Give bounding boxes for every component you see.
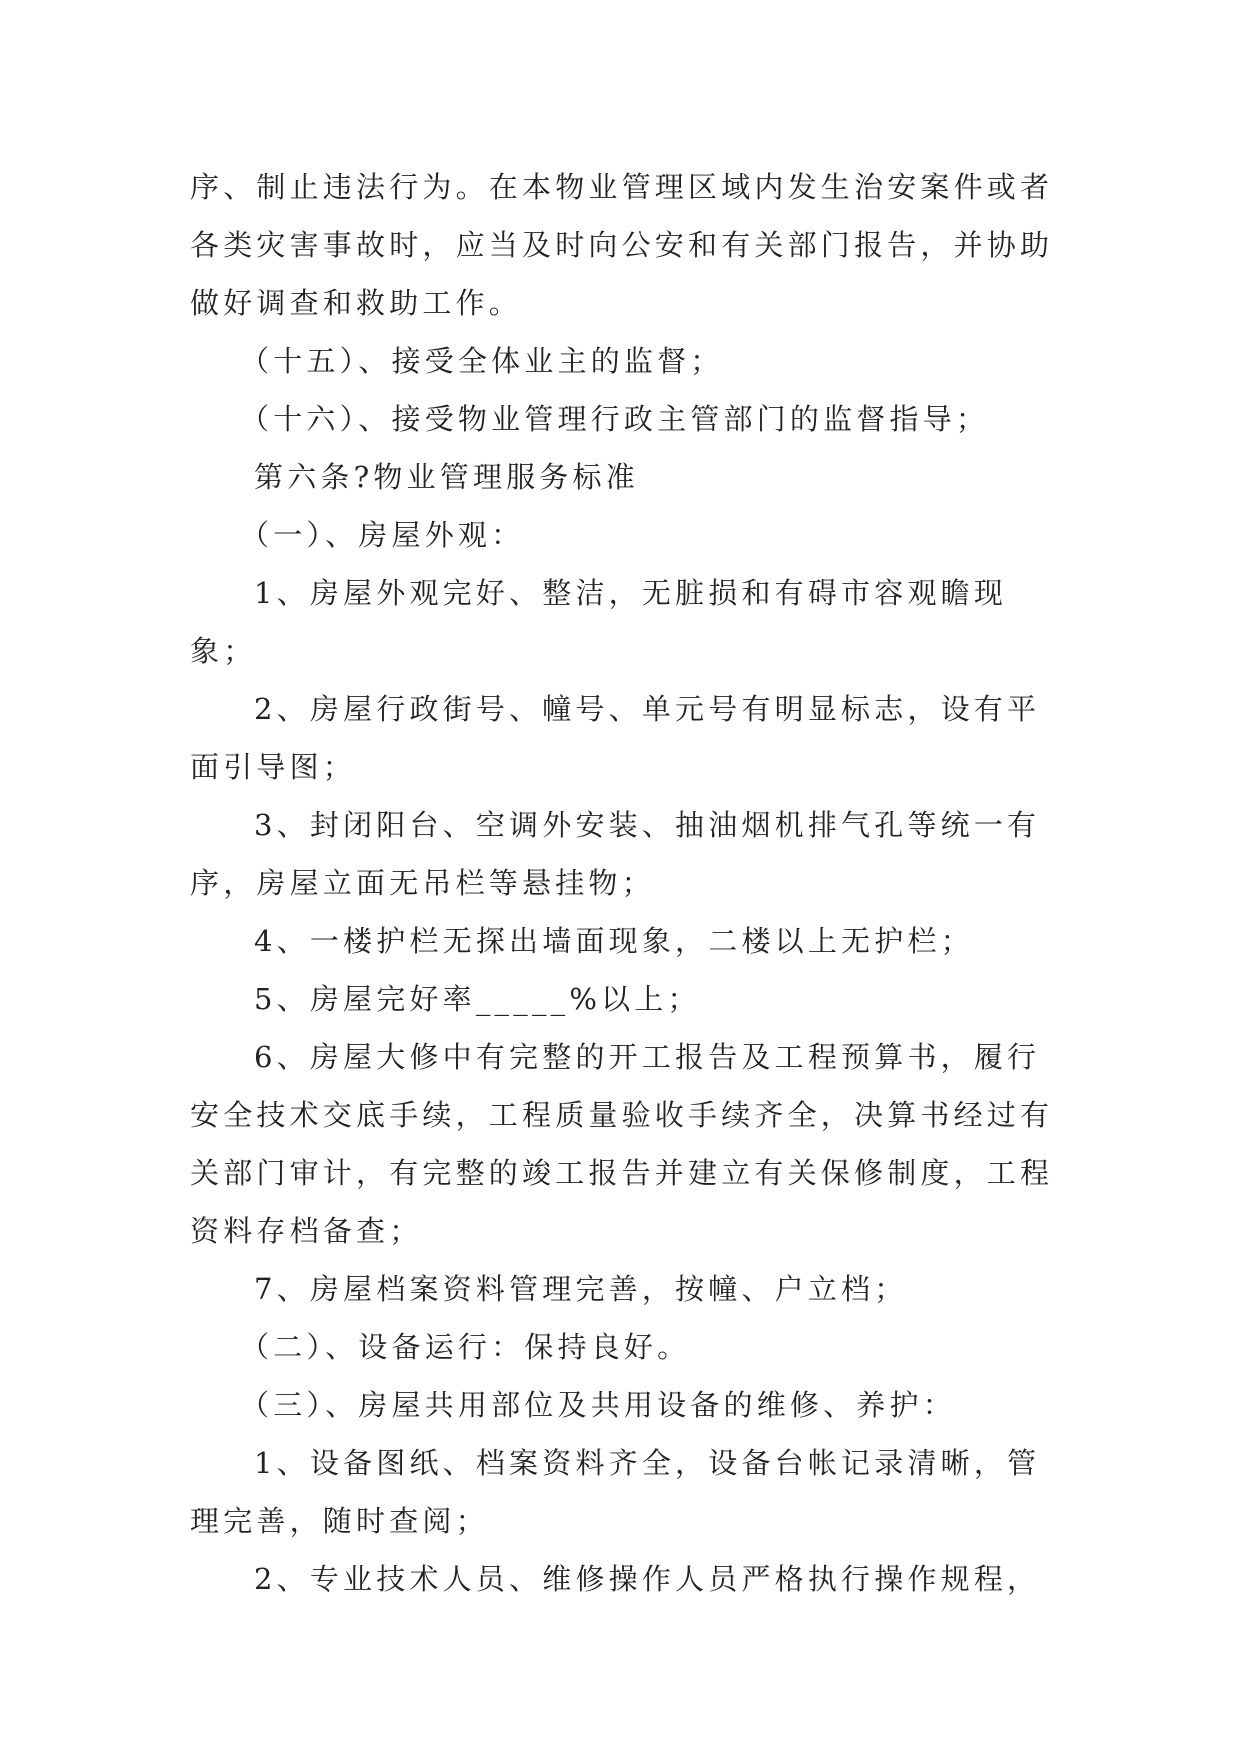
list-item: 2、房屋行政街号、幢号、单元号有明显标志，设有平面引导图；	[190, 692, 1041, 784]
list-item: 2、专业技术人员、维修操作人员严格执行操作规程，	[254, 1562, 1041, 1596]
list-item: 7、房屋档案资料管理完善，按幢、户立档；	[254, 1272, 908, 1306]
section-1-heading: （一）、房屋外观：	[240, 518, 525, 552]
list-item: 1、房屋外观完好、整洁，无脏损和有碍市容观瞻现象；	[190, 576, 1008, 668]
list-item: 3、封闭阳台、空调外安装、抽油烟机排气孔等统一有序，房屋立面无吊栏等悬挂物；	[190, 808, 1041, 900]
article-6-heading: 第六条?物业管理服务标准	[254, 460, 639, 494]
section-2-heading: （二）、设备运行：保持良好。	[240, 1330, 691, 1364]
paragraph-continuation: 序、制止违法行为。在本物业管理区域内发生治安案件或者各类灾害事故时，应当及时向公安和有关部门报告，并协助做好调查和救助工作。	[190, 170, 1054, 320]
clause-16: （十六）、接受物业管理行政主管部门的监督指导；	[240, 402, 990, 436]
document-body	[190, 158, 1070, 1608]
list-item: 1、设备图纸、档案资料齐全，设备台帐记录清晰，管理完善，随时查阅；	[190, 1446, 1041, 1538]
section-3-heading: （三）、房屋共用部位及共用设备的维修、养护：	[240, 1388, 956, 1422]
clause-15: （十五）、接受全体业主的监督；	[240, 344, 724, 378]
list-item: 5、房屋完好率_____%以上；	[254, 982, 701, 1016]
list-item: 4、一楼护栏无探出墙面现象，二楼以上无护栏；	[254, 924, 974, 958]
list-item: 6、房屋大修中有完整的开工报告及工程预算书，履行安全技术交底手续，工程质量验收手续齐全，决算书经过有关部门审计，有完整的竣工报告并建立有关保修制度，工程资料存档备查；	[190, 1040, 1054, 1248]
